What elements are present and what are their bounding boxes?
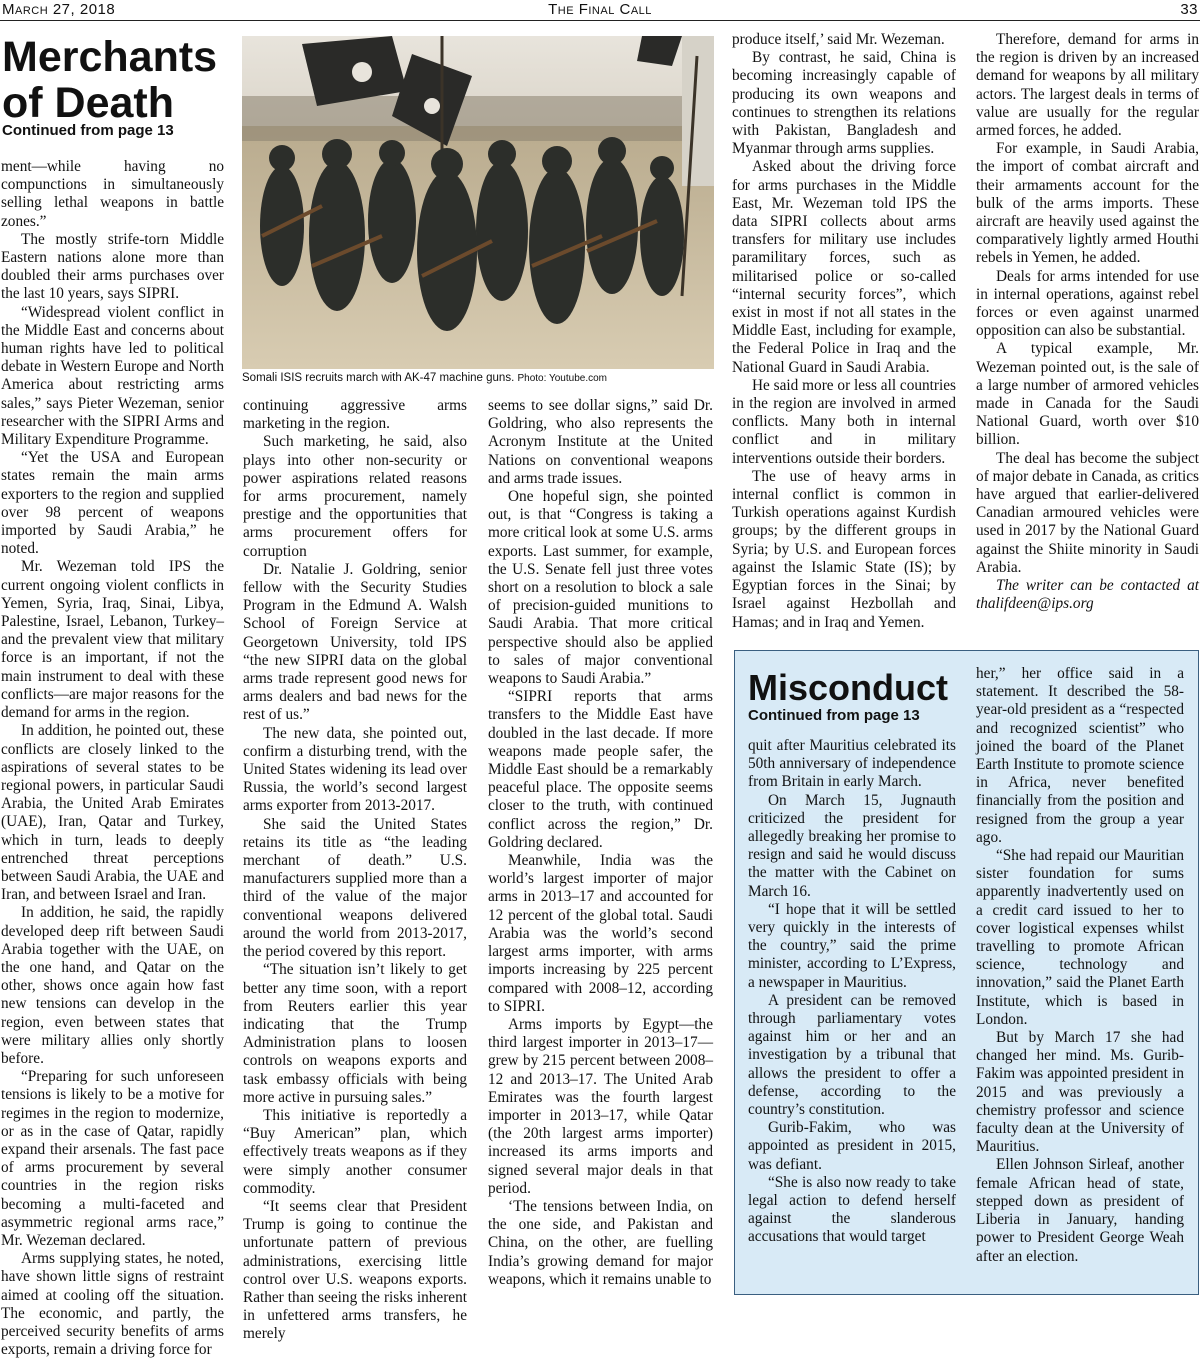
paragraph: This initiative is reportedly a “Buy American” plan, which effectively treats weapons as if they were simply another consumer commodity. bbox=[243, 1106, 467, 1197]
news-photo bbox=[242, 36, 714, 369]
paragraph: In addition, he said, the rapidly developed deep rift between Saudi Arabia together with the UAE, on the one hand, and Qatar on the other, shows once again how fast new tensions can develop in the region, even between states that were military allies only shortly before. bbox=[1, 904, 224, 1067]
story1-column-3 bbox=[488, 397, 713, 1297]
paragraph: “Preparing for such unforeseen tensions is likely to be a motive for regimes in the region to modernize, or as in the case of Qatar, rapidly expand their arsenals. The fast pace of arms procurement by several countries in the region risks becoming a multi-faceted and asymmetric regional arms race,” Mr. Wezeman declared. bbox=[1, 1068, 224, 1249]
paragraph: A president can be removed through parliamentary votes against him or her and an investigation by a tribunal that allows the president to offer a defense, according to the country’s constitution. bbox=[748, 991, 956, 1119]
flag-emblem-icon bbox=[352, 62, 372, 82]
paragraph: “She is also now ready to take legal action to defend herself against the slanderous accusations that would target bbox=[748, 1173, 956, 1246]
writer-contact: The writer can be contacted at thalifdeen@ips.org bbox=[976, 577, 1199, 613]
story1-headline bbox=[2, 34, 217, 126]
paragraph: Ellen Johnson Sirleaf, another female African head of state, stepped down as president of Liberia in January, handing power to President George Weah after an election. bbox=[976, 1156, 1184, 1265]
paragraph: He said more or less all countries in the region are involved in armed conflicts. Many both in internal conflict and in military interventions outside their borders. bbox=[732, 376, 956, 467]
photo-caption bbox=[242, 372, 714, 384]
paragraph: Therefore, demand for arms in the region is driven by an increased demand for weapons by all military actors. The largest deals in terms of value are usually for the regular armed forces, he added. bbox=[976, 31, 1199, 140]
paragraph: In addition, he pointed out, these conflicts are closely linked to the aspirations of several states to be regional powers, in particular Saudi Arabia, the United Arab Emirates (UAE), Iran, Qatar and Turkey, which in turn, leads to deeply entrenched threat perceptions between Saudi Arabia, the UAE and Iran, and between Israel and Iran. bbox=[1, 722, 224, 904]
paragraph: Asked about the driving force for arms purchases in the Middle East, Mr. Wezeman told IPS the data SIPRI collects about arms transfers for military use includes paramilitary forces, such as militarised police or so-called “internal security forces”, which exist in most if not all states in the Middle East, including for example, the Federal Police in Iraq and the National Guard in Saudi Arabia. bbox=[732, 158, 956, 376]
story1-kicker: Continued from page 13 bbox=[2, 122, 174, 139]
paragraph: The use of heavy arms in internal conflict is common in Turkish operations against Kurdish groups; by the different groups in Syria; by U.S. and European forces against the Islamic State (IS); by Egyptian forces in the Sinai; by Israel against Hezbollah and Hamas; and in Iraq and Yemen. bbox=[732, 467, 956, 631]
story1-column-1 bbox=[1, 158, 224, 1359]
paragraph: “It seems clear that President Trump is going to continue the unfortunate pattern of previous administrations, exercising little control over U.S. weapons exports. Rather than seeing the risks inherent in unfettered arms transfers, he merely bbox=[243, 1197, 467, 1343]
story2-kicker: Continued from page 13 bbox=[748, 707, 920, 724]
headline-line1: Merchants bbox=[2, 33, 218, 81]
paragraph: ‘The tensions between India, on the one side, and Pakistan and China, on the other, are fuelling India’s growing demand for major weapons, which it remains unable to bbox=[488, 1197, 713, 1288]
paragraph: ment—while having no compunctions in simultaneously selling lethal weapons in battle zones.” bbox=[1, 158, 224, 230]
story1-column-5 bbox=[976, 31, 1199, 629]
paragraph: By contrast, he said, China is becoming increasingly capable of producing its own weapons and continues to strengthen its relations with Pakistan, Bangladesh and Myanmar through arms supplies. bbox=[732, 49, 956, 158]
paragraph: Meanwhile, India was the world’s largest importer of major arms in 2013–17 and accounted for 12 percent of the global total. Saudi Arabia was the world’s second largest arms importer, with arms imports increasing by 225 percent compared with 2008–12, according to SIPRI. bbox=[488, 852, 713, 1015]
paragraph: “Yet the USA and European states remain the main arms exporters to the region and supplied over 98 percent of weapons imported by Saudi Arabia,” he noted. bbox=[1, 449, 224, 558]
paragraph: Dr. Natalie J. Goldring, senior fellow with the Security Studies Program in the Edmund A. Walsh School of Foreign Service at Georgetown University, told IPS “the new SIPRI data on the global arms trade represent good news for arms dealers and bad news for the rest of us.” bbox=[243, 560, 467, 724]
page-header bbox=[0, 0, 1200, 21]
paragraph: quit after Mauritius celebrated its 50th anniversary of independence from Britain in early March. bbox=[748, 737, 956, 791]
paragraph: her,” her office said in a statement. It described the 58-year-old president as a “respected and recognized scientist” who joined the board of the Planet Earth Institute to promote science in Africa, never benefited financially from the position and resigned from the group a year ago. bbox=[976, 665, 1184, 846]
paragraph: But by March 17 she had changed her mind. Ms. Gurib-Fakim was appointed president in 2015 and was previously a chemistry professor and science faculty dean at the University of Mauritius. bbox=[976, 1029, 1184, 1156]
paragraph: One hopeful sign, she pointed out, is that “Congress is taking a more critical look at some U.S. arms exports. Last summer, for example, the U.S. Senate fell just three votes short on a resolution to block a sale of precision-guided munitions to Saudi Arabia. That more critical perspective should also be applied to sales of major conventional weapons to Saudi Arabia.” bbox=[488, 488, 713, 688]
story1-column-4 bbox=[732, 31, 956, 629]
headline-line2: of Death bbox=[2, 79, 174, 127]
story2-column-1 bbox=[748, 737, 956, 1287]
paragraph: seems to see dollar signs,” said Dr. Goldring, who also represents the Acronym Institute at the United Nations on conventional weapons and arms trade issues. bbox=[488, 397, 713, 487]
paragraph: On March 15, Jugnauth criticized the president for allegedly breaking her promise to resign and said he would discuss the matter with the Cabinet on March 16. bbox=[748, 791, 956, 900]
paragraph: The deal has become the subject of major debate in Canada, as critics have argued that earlier-delivered Canadian armoured vehicles were used in 2017 by the National Guard against the Shiite minority in Saudi Arabia. bbox=[976, 449, 1199, 576]
page-number: 33 bbox=[1180, 1, 1198, 18]
paragraph: “SIPRI reports that arms transfers to the Middle East have doubled in the last decade. If more weapons made people safer, the Middle East should be a remarkably peaceful place. The opposite seems closer to the truth, with continued conflict across the region,” Dr. Goldring declared. bbox=[488, 688, 713, 851]
paragraph: The new data, she pointed out, confirm a disturbing trend, with the United States widening its lead over Russia, the world’s second largest arms exporter from 2013-2017. bbox=[243, 724, 467, 815]
marching-recruits-illustration bbox=[242, 36, 714, 369]
paragraph: The mostly strife-torn Middle Eastern nations alone more than doubled their arms purchases over the last 10 years, says SIPRI. bbox=[1, 230, 224, 303]
paragraph: “She had repaid our Mauritian sister foundation for sums apparently inadvertently used on a credit card issued to her to cover logistical expenses whilst travelling to promote African science, technology and innovation,” said the Planet Earth Institute, which is based in London. bbox=[976, 847, 1184, 1028]
photo-credit: Photo: Youtube.com bbox=[517, 373, 608, 384]
paragraph: produce itself,’ said Mr. Wezeman. bbox=[732, 31, 945, 48]
paragraph: Arms supplying states, he noted, have shown little signs of restraint aimed at cooling off the situation. The economic, and partly, the perceived security benefits of arms exports, remain a driving force for bbox=[1, 1250, 224, 1359]
paragraph: “The situation isn’t likely to get better any time soon, with a report from Reuters earlier this year indicating that the Trump Administration plans to loosen controls on weapons exports and task embassy officials with being more active in pursuing sales.” bbox=[243, 961, 467, 1106]
paragraph: Mr. Wezeman told IPS the current ongoing violent conflicts in Yemen, Syria, Iraq, Sinai, Libya, Palestine, Israel, Lebanon, Turkey–and the prevalent view that military force is an important, if not the main instrument to deal with these conflicts—are major reasons for the demand for arms in the region. bbox=[1, 558, 224, 722]
story2-column-2 bbox=[976, 665, 1184, 1287]
caption-text: Somali ISIS recruits march with AK-47 machine guns. bbox=[242, 372, 515, 384]
issue-date: March 27, 2018 bbox=[2, 1, 116, 18]
paragraph: “Widespread violent conflict in the Middle East and concerns about human rights have led to political debate in Western Europe and North America about restricting arms sales,” says Pieter Wezeman, senior researcher with the SIPRI Arms and Military Expenditure Programme. bbox=[1, 303, 224, 449]
publication-name: The Final Call bbox=[548, 1, 652, 18]
paragraph: “I hope that it will be settled very quickly in the interests of the country,” said the prime minister, according to L’Express, a newspaper in Mauritius. bbox=[748, 900, 956, 991]
flag-emblem-icon bbox=[424, 98, 440, 114]
paragraph: For example, in Saudi Arabia, the import of combat aircraft and their armaments account for the bulk of the arms imports. These aircraft are heavily used against the comparatively lightly armed Houthi rebels in Yemen, he added. bbox=[976, 140, 1199, 267]
paragraph: Gurib-Fakim, who was appointed as president in 2015, was defiant. bbox=[748, 1119, 956, 1173]
paragraph: continuing aggressive arms marketing in the region. bbox=[243, 397, 467, 433]
story1-column-2 bbox=[243, 397, 467, 1343]
paragraph: Such marketing, he said, also plays into other non-security or power aspirations related reasons for arms procurement, namely prestige and the opportunities that arms procurement offers for corruption bbox=[243, 433, 467, 560]
paragraph: Deals for arms intended for use in internal operations, against rebel forces or even against unarmed opposition can also be substantial. bbox=[976, 267, 1199, 340]
story2-headline: Misconduct bbox=[748, 667, 949, 708]
paragraph: Arms imports by Egypt—the third largest importer in 2013–17—grew by 215 percent between 2008–12 and 2013–17. The United Arab Emirates was the fourth largest importer in 2013–17, while Qatar (the 20th largest arms importer) increased its arms imports and signed several major deals in that period. bbox=[488, 1015, 713, 1197]
paragraph: She said the United States retains its title as “the leading merchant of death.” U.S. manufacturers supplied more than a third of the value of the major conventional weapons delivered around the world from 2013-2017, the period covered by this report. bbox=[243, 815, 467, 961]
paragraph: A typical example, Mr. Wezeman pointed out, is the sale of a large number of armored vehicles made in Canada for the Saudi National Guard, worth over $10 billion. bbox=[976, 340, 1199, 449]
